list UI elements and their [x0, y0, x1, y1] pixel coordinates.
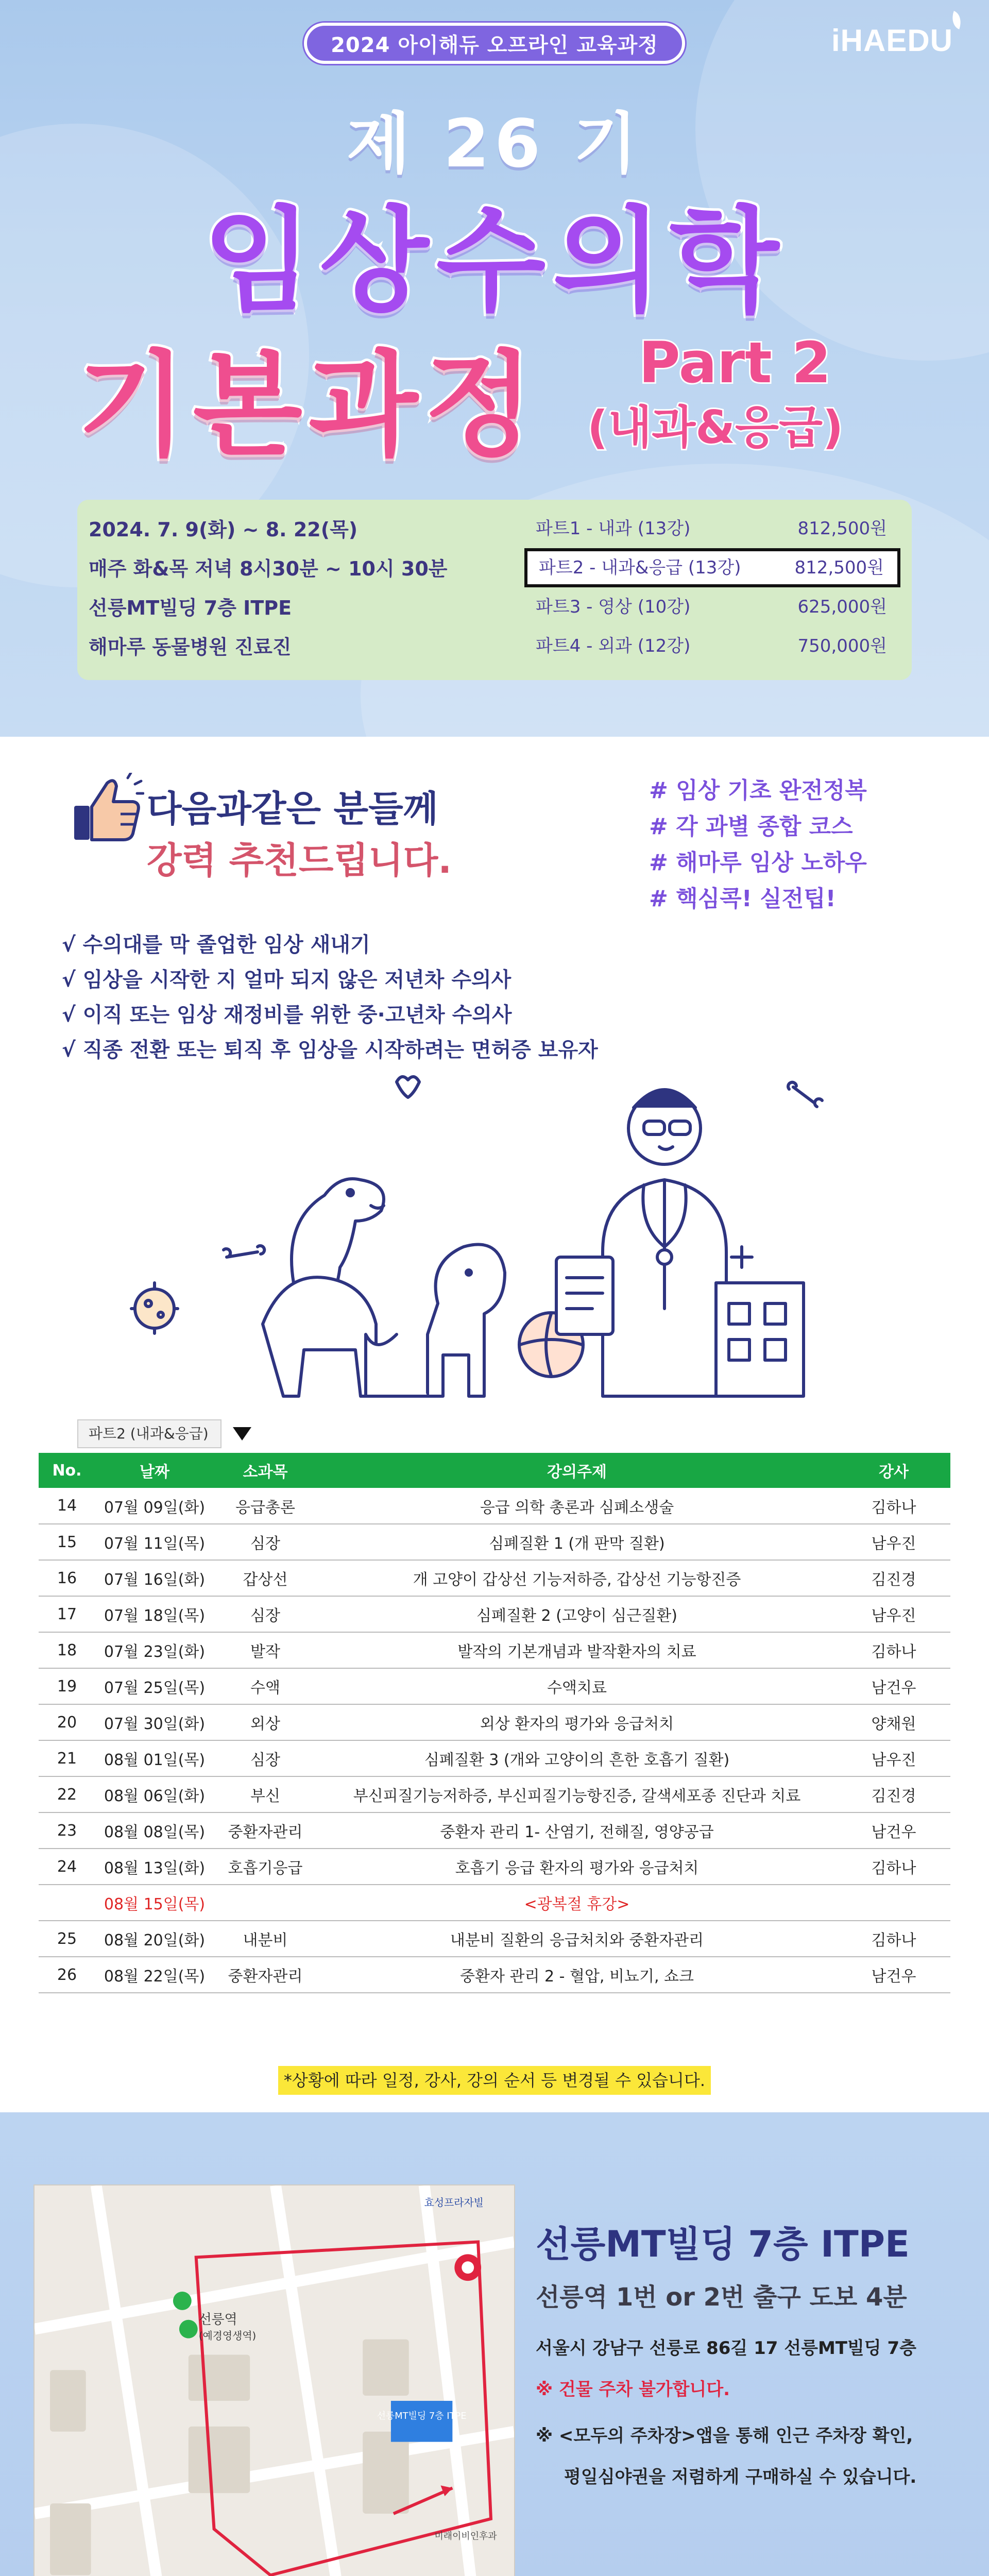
cell-lecturer: 남건우	[837, 1812, 950, 1849]
cell-topic: 부신피질기능저하증, 부신피질기능항진증, 갈색세포종 진단과 치료	[317, 1776, 837, 1812]
cell-topic: 중환자 관리 1- 산염기, 전해질, 영양공급	[317, 1812, 837, 1849]
part-row	[524, 509, 900, 548]
part-name: 파트1 - 내과 (13강)	[536, 518, 691, 539]
course-title-line2: 기본과정	[77, 340, 540, 471]
table-row	[39, 1524, 950, 1560]
part-name: 파트3 - 영상 (10강)	[536, 597, 691, 617]
cell-date: 07월 23일(화)	[95, 1632, 214, 1668]
audience-item: √ 수의대를 막 졸업한 임상 새내기	[62, 933, 370, 957]
recommend-section	[0, 737, 989, 1406]
schedule-section	[0, 1406, 989, 2112]
col-no: No.	[39, 1453, 95, 1488]
cell-subject: 중환자관리	[214, 1812, 317, 1849]
course-dates: 2024. 7. 9(화) ~ 8. 22(목)	[89, 518, 358, 541]
table-header-row	[39, 1453, 950, 1488]
course-info-details	[89, 510, 521, 667]
cell-no	[39, 1885, 95, 1921]
cell-no: 25	[39, 1921, 95, 1957]
col-subject: 소과목	[214, 1453, 317, 1488]
table-row	[39, 1560, 950, 1596]
cell-subject: 심장	[214, 1740, 317, 1776]
hashtag-list	[649, 773, 867, 917]
part-name: 파트4 - 외과 (12강)	[536, 636, 691, 656]
cell-no: 19	[39, 1668, 95, 1704]
cell-date: 08월 06일(화)	[95, 1776, 214, 1812]
cell-subject: 중환자관리	[214, 1957, 317, 1993]
cell-lecturer: 김하나	[837, 1632, 950, 1668]
cell-subject: 수액	[214, 1668, 317, 1704]
cell-date: 08월 15일(목)	[95, 1885, 214, 1921]
lecture-table	[39, 1453, 950, 1993]
cell-date: 07월 11일(목)	[95, 1524, 214, 1560]
dropdown-arrow-icon[interactable]	[233, 1427, 251, 1440]
course-badge: 2024 아이해듀 오프라인 교육과정	[304, 23, 685, 64]
cell-no: 20	[39, 1704, 95, 1740]
cell-no: 21	[39, 1740, 95, 1776]
col-lecturer: 강사	[837, 1453, 950, 1488]
table-row-holiday	[39, 1885, 950, 1921]
cell-no: 23	[39, 1812, 95, 1849]
cell-topic: <광복절 휴강>	[317, 1885, 837, 1921]
cell-date: 08월 20일(화)	[95, 1921, 214, 1957]
recommend-heading-line1: 다음과같은 분들께	[147, 788, 438, 830]
course-title-line1: 임상수의학	[202, 195, 787, 327]
cell-date: 08월 01일(목)	[95, 1740, 214, 1776]
cell-no: 16	[39, 1560, 95, 1596]
recommend-heading	[147, 783, 452, 886]
cell-lecturer: 양채원	[837, 1704, 950, 1740]
table-row	[39, 1812, 950, 1849]
course-info-box	[77, 500, 912, 680]
part-selector[interactable]	[77, 1419, 251, 1448]
cell-topic: 수액치료	[317, 1668, 837, 1704]
cell-topic: 심폐질환 3 (개와 고양이의 흔한 호흡기 질환)	[317, 1740, 837, 1776]
table-row	[39, 1740, 950, 1776]
part-price-list	[524, 509, 900, 666]
cell-lecturer: 남건우	[837, 1957, 950, 1993]
map-station-sub-label: (예경영생역)	[198, 2330, 257, 2342]
brand-logo-text: iHAEDU	[831, 23, 953, 58]
table-row	[39, 1776, 950, 1812]
hashtag: # 각 과별 종합 코스	[649, 814, 853, 840]
cell-date: 07월 30일(화)	[95, 1704, 214, 1740]
table-row	[39, 1488, 950, 1524]
location-address: 서울시 강남구 선릉로 86길 17 선릉MT빌딩 7층	[536, 2338, 916, 2359]
cell-lecturer: 김하나	[837, 1849, 950, 1885]
audience-item: √ 임상을 시작한 지 얼마 되지 않은 저년차 수의사	[62, 968, 511, 992]
part-row	[524, 587, 900, 626]
cell-lecturer: 남우진	[837, 1524, 950, 1560]
cell-lecturer: 김진경	[837, 1560, 950, 1596]
course-venue: 선릉MT빌딩 7층 ITPE	[89, 597, 292, 619]
cell-lecturer: 김진경	[837, 1776, 950, 1812]
col-date: 날짜	[95, 1453, 214, 1488]
cell-subject: 발작	[214, 1632, 317, 1668]
cell-subject: 외상	[214, 1704, 317, 1740]
part-sub-label: (내과&응급)	[587, 401, 844, 454]
thumbs-up-icon	[67, 773, 144, 850]
schedule-notice: *상황에 따라 일정, 강사, 강의 순서 등 변경될 수 있습니다.	[278, 2066, 711, 2095]
cell-topic: 외상 환자의 평가와 응급처치	[317, 1704, 837, 1740]
cell-topic: 개 고양이 갑상선 기능저하증, 갑상선 기능항진증	[317, 1560, 837, 1596]
vet-and-dogs-illustration	[108, 1015, 881, 1406]
cell-topic: 중환자 관리 2 - 혈압, 비뇨기, 쇼크	[317, 1957, 837, 1993]
cell-topic: 호흡기 응급 환자의 평가와 응급처치	[317, 1849, 837, 1885]
location-title: 선릉MT빌딩 7층 ITPE	[536, 2223, 910, 2265]
cell-no: 22	[39, 1776, 95, 1812]
cell-date: 08월 08일(목)	[95, 1812, 214, 1849]
table-row	[39, 1668, 950, 1704]
cell-date: 08월 22일(목)	[95, 1957, 214, 1993]
recommend-heading-line2: 강력 추천드립니다.	[147, 839, 452, 882]
table-row	[39, 1849, 950, 1885]
cell-subject: 부신	[214, 1776, 317, 1812]
hashtag: # 해마루 임상 노하우	[649, 850, 867, 876]
cell-lecturer: 김하나	[837, 1488, 950, 1524]
cell-subject	[214, 1885, 317, 1921]
cell-subject: 호흡기응급	[214, 1849, 317, 1885]
parking-note-cont: 평일심야권을 저렴하게 구매하실 수 있습니다.	[564, 2467, 917, 2487]
cell-subject: 응급총론	[214, 1488, 317, 1524]
cell-topic: 심폐질환 2 (고양이 심근질환)	[317, 1596, 837, 1632]
cell-subject: 갑상선	[214, 1560, 317, 1596]
cell-subject: 심장	[214, 1524, 317, 1560]
part-price: 812,500원	[797, 518, 887, 539]
table-row	[39, 1596, 950, 1632]
map-station-label: 선릉역	[198, 2312, 237, 2328]
part-selector-value[interactable]: 파트2 (내과&응급)	[77, 1419, 221, 1448]
part-price: 750,000원	[797, 636, 887, 656]
col-topic: 강의주제	[317, 1453, 837, 1488]
cell-lecturer: 남우진	[837, 1596, 950, 1632]
audience-item: √ 직종 전환 또는 퇴직 후 임상을 시작하려는 면허증 보유자	[62, 1038, 598, 1062]
cell-date: 07월 09일(화)	[95, 1488, 214, 1524]
part-price: 812,500원	[794, 557, 884, 578]
hero-banner	[0, 0, 989, 737]
cell-date: 07월 16일(화)	[95, 1560, 214, 1596]
map-top-label: 효성프라자빌	[424, 2196, 484, 2209]
part-row	[524, 626, 900, 666]
parking-warning: ※ 건물 주차 불가합니다.	[536, 2379, 730, 2400]
table-row	[39, 1704, 950, 1740]
part-label: Part 2	[639, 330, 831, 396]
brand-logo	[831, 23, 953, 58]
cell-date: 07월 18일(목)	[95, 1596, 214, 1632]
course-clinic: 해마루 동물병원 진료진	[89, 636, 292, 658]
table-row	[39, 1957, 950, 1993]
parking-note: ※ <모두의 주차장>앱을 통해 인근 주차장 확인,	[536, 2426, 913, 2446]
cell-no: 14	[39, 1488, 95, 1524]
cell-subject: 심장	[214, 1596, 317, 1632]
cell-no: 15	[39, 1524, 95, 1560]
location-section	[0, 2112, 989, 2576]
cell-date: 07월 25일(목)	[95, 1668, 214, 1704]
part-row-selected	[524, 548, 900, 587]
location-map	[33, 2184, 515, 2576]
location-directions: 선릉역 1번 or 2번 출구 도보 4분	[536, 2283, 907, 2312]
cell-lecturer: 남우진	[837, 1740, 950, 1776]
cell-date: 08월 13일(화)	[95, 1849, 214, 1885]
part-price: 625,000원	[797, 597, 887, 617]
cell-no: 26	[39, 1957, 95, 1993]
cell-topic: 응급 의학 총론과 심폐소생술	[317, 1488, 837, 1524]
part-name: 파트2 - 내과&응급 (13강)	[539, 557, 741, 578]
table-row	[39, 1632, 950, 1668]
map-building-label: 선릉MT빌딩 7층 ITPE	[377, 2410, 467, 2421]
cell-subject: 내분비	[214, 1921, 317, 1957]
audience-item: √ 이직 또는 임상 재정비를 위한 중·고년차 수의사	[62, 1003, 512, 1027]
hashtag: # 임상 기초 완전정복	[649, 777, 867, 804]
cell-lecturer	[837, 1885, 950, 1921]
cell-lecturer: 남건우	[837, 1668, 950, 1704]
table-row	[39, 1921, 950, 1957]
map-hospital-label: 미래이비인후과	[434, 2531, 497, 2542]
cell-topic: 심폐질환 1 (개 판막 질환)	[317, 1524, 837, 1560]
hashtag: # 핵심콕! 실전팁!	[649, 886, 836, 912]
cell-no: 17	[39, 1596, 95, 1632]
cell-no: 24	[39, 1849, 95, 1885]
cell-no: 18	[39, 1632, 95, 1668]
edition-title: 제 26 기	[346, 106, 643, 182]
course-time: 매주 화&목 저녁 8시30분 ~ 10시 30분	[89, 557, 448, 580]
cell-lecturer: 김하나	[837, 1921, 950, 1957]
cell-topic: 발작의 기본개념과 발작환자의 치료	[317, 1632, 837, 1668]
cell-topic: 내분비 질환의 응급처치와 중환자관리	[317, 1921, 837, 1957]
